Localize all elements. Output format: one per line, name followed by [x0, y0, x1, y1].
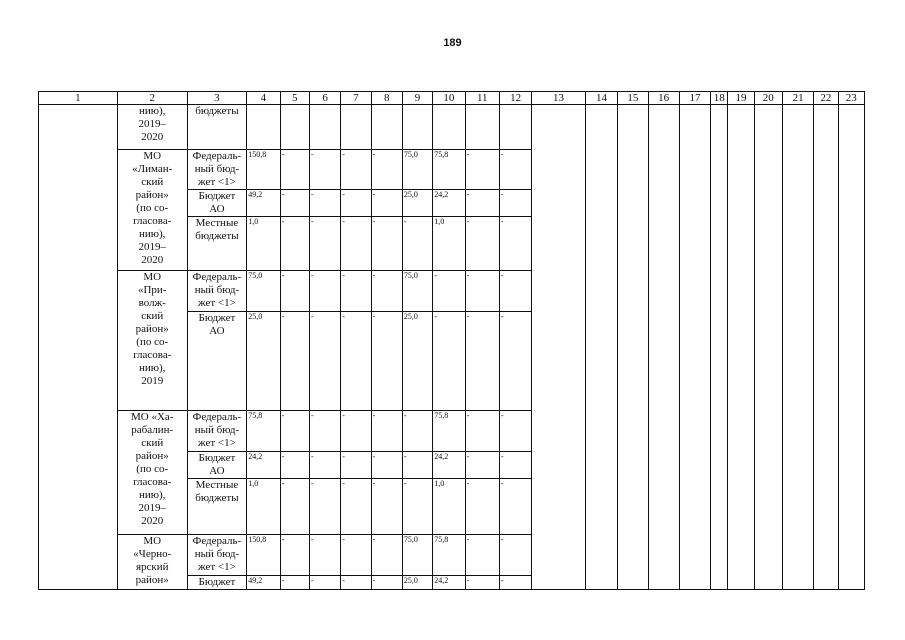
value-cell: -: [280, 190, 309, 217]
funding-source-cell: Бюджет АО: [187, 452, 247, 479]
value-cell: -: [433, 271, 465, 312]
value-cell: [247, 105, 280, 150]
empty-column-cell: [618, 105, 648, 590]
municipality-cell: МО «Лиман- ский район» (по со- гласова- нию), 2019– 2020: [117, 150, 187, 271]
value-cell: 1,0: [247, 217, 280, 271]
value-cell: -: [499, 576, 531, 590]
value-cell: -: [309, 312, 340, 411]
value-cell: -: [371, 576, 402, 590]
column-header: 21: [782, 92, 813, 105]
column-header: 8: [371, 92, 402, 105]
empty-column-cell: [782, 105, 813, 590]
value-cell: -: [341, 150, 371, 190]
value-cell: 150,8: [247, 150, 280, 190]
value-cell: -: [280, 150, 309, 190]
value-cell: -: [309, 271, 340, 312]
value-cell: 25,0: [402, 576, 432, 590]
column-header: 13: [532, 92, 586, 105]
municipality-cell: МО «Ха- рабалин- ский район» (по со- гласова- нию), 2019– 2020: [117, 411, 187, 535]
value-cell: -: [309, 150, 340, 190]
value-cell: -: [499, 190, 531, 217]
value-cell: -: [402, 411, 432, 452]
value-cell: [309, 105, 340, 150]
value-cell: 25,0: [402, 190, 432, 217]
value-cell: 75,8: [247, 411, 280, 452]
value-cell: -: [499, 411, 531, 452]
value-cell: -: [371, 217, 402, 271]
value-cell: 24,2: [247, 452, 280, 479]
column-header: 18: [711, 92, 728, 105]
value-cell: [341, 105, 371, 150]
column-header: 6: [309, 92, 340, 105]
value-cell: -: [499, 479, 531, 535]
empty-column-cell: [679, 105, 710, 590]
value-cell: -: [402, 479, 432, 535]
value-cell: -: [371, 411, 402, 452]
value-cell: 1,0: [433, 479, 465, 535]
value-cell: -: [280, 312, 309, 411]
column-header: 1: [39, 92, 118, 105]
table-row: [39, 105, 865, 150]
value-cell: 75,0: [402, 271, 432, 312]
funding-source-cell: Местные бюджеты: [187, 479, 247, 535]
value-cell: -: [465, 411, 499, 452]
value-cell: -: [371, 190, 402, 217]
column-header: 16: [648, 92, 679, 105]
value-cell: -: [341, 271, 371, 312]
value-cell: 75,8: [433, 535, 465, 576]
empty-column-cell: [838, 105, 865, 590]
value-cell: -: [465, 217, 499, 271]
column-header: 23: [838, 92, 865, 105]
municipality-cell: МО «При- волж- ский район» (по со- гласова- нию), 2019: [117, 271, 187, 411]
value-cell: -: [465, 190, 499, 217]
column-header: 14: [585, 92, 617, 105]
value-cell: [433, 105, 465, 150]
value-cell: -: [465, 271, 499, 312]
funding-source-cell: Бюджет АО: [187, 312, 247, 411]
column-header: 17: [679, 92, 710, 105]
value-cell: [280, 105, 309, 150]
column-header: 4: [247, 92, 280, 105]
column-header: 2: [117, 92, 187, 105]
funding-source-cell: Федераль- ный бюд- жет <1>: [187, 150, 247, 190]
value-cell: [371, 105, 402, 150]
value-cell: 1,0: [433, 217, 465, 271]
value-cell: -: [402, 452, 432, 479]
value-cell: -: [280, 535, 309, 576]
value-cell: -: [280, 452, 309, 479]
value-cell: 75,8: [433, 150, 465, 190]
empty-column-cell: [754, 105, 782, 590]
value-cell: 75,0: [402, 535, 432, 576]
empty-column-cell: [648, 105, 679, 590]
value-cell: -: [341, 190, 371, 217]
funding-source-cell: Федераль- ный бюд- жет <1>: [187, 411, 247, 452]
empty-column-cell: [728, 105, 754, 590]
funding-source-cell: Бюджет: [187, 576, 247, 590]
value-cell: -: [371, 479, 402, 535]
municipality-cell: нию), 2019– 2020: [117, 105, 187, 150]
value-cell: -: [499, 452, 531, 479]
column-header: 10: [433, 92, 465, 105]
value-cell: -: [371, 535, 402, 576]
value-cell: -: [465, 576, 499, 590]
value-cell: -: [499, 217, 531, 271]
column-header: 19: [728, 92, 754, 105]
page-number: 189: [443, 37, 462, 49]
empty-column-cell: [532, 105, 586, 590]
column-header: 22: [814, 92, 838, 105]
value-cell: -: [371, 312, 402, 411]
value-cell: -: [341, 452, 371, 479]
value-cell: 24,2: [433, 576, 465, 590]
funding-source-cell: Федераль- ный бюд- жет <1>: [187, 535, 247, 576]
empty-column-cell: [814, 105, 838, 590]
value-cell: -: [280, 479, 309, 535]
column-header: 12: [499, 92, 531, 105]
value-cell: -: [309, 217, 340, 271]
column-1-cell: [39, 105, 118, 590]
column-header: 7: [341, 92, 371, 105]
value-cell: -: [309, 535, 340, 576]
budget-table: [38, 91, 865, 590]
column-header: 11: [465, 92, 499, 105]
value-cell: -: [341, 217, 371, 271]
value-cell: -: [309, 479, 340, 535]
value-cell: 24,2: [433, 190, 465, 217]
funding-source-cell: Федераль- ный бюд- жет <1>: [187, 271, 247, 312]
value-cell: -: [465, 150, 499, 190]
value-cell: -: [465, 479, 499, 535]
value-cell: 25,0: [402, 312, 432, 411]
value-cell: -: [465, 452, 499, 479]
value-cell: 24,2: [433, 452, 465, 479]
value-cell: 49,2: [247, 576, 280, 590]
value-cell: -: [341, 312, 371, 411]
value-cell: 75,8: [433, 411, 465, 452]
value-cell: -: [499, 535, 531, 576]
value-cell: -: [280, 217, 309, 271]
header-row: [39, 92, 865, 105]
empty-column-cell: [711, 105, 728, 590]
value-cell: -: [280, 576, 309, 590]
column-header: 3: [187, 92, 247, 105]
value-cell: -: [371, 150, 402, 190]
value-cell: -: [309, 452, 340, 479]
value-cell: -: [280, 411, 309, 452]
value-cell: [499, 105, 531, 150]
value-cell: [402, 105, 432, 150]
funding-source-cell: Бюджет АО: [187, 190, 247, 217]
funding-source-cell: Местные бюджеты: [187, 217, 247, 271]
column-header: 5: [280, 92, 309, 105]
value-cell: 75,0: [247, 271, 280, 312]
value-cell: -: [341, 411, 371, 452]
value-cell: -: [341, 479, 371, 535]
value-cell: -: [341, 576, 371, 590]
value-cell: 150,8: [247, 535, 280, 576]
value-cell: -: [465, 312, 499, 411]
value-cell: 25,0: [247, 312, 280, 411]
table-body: [39, 105, 865, 590]
value-cell: -: [309, 190, 340, 217]
value-cell: -: [402, 217, 432, 271]
value-cell: -: [499, 271, 531, 312]
value-cell: 75,0: [402, 150, 432, 190]
value-cell: -: [499, 312, 531, 411]
value-cell: -: [309, 576, 340, 590]
value-cell: [465, 105, 499, 150]
value-cell: -: [280, 271, 309, 312]
value-cell: 49,2: [247, 190, 280, 217]
column-header: 20: [754, 92, 782, 105]
value-cell: -: [309, 411, 340, 452]
column-header: 15: [618, 92, 648, 105]
value-cell: -: [341, 535, 371, 576]
funding-source-cell: бюджеты: [187, 105, 247, 150]
value-cell: -: [433, 312, 465, 411]
empty-column-cell: [585, 105, 617, 590]
municipality-cell: МО «Черно- ярский район»: [117, 535, 187, 590]
value-cell: -: [371, 452, 402, 479]
value-cell: -: [499, 150, 531, 190]
value-cell: -: [371, 271, 402, 312]
value-cell: 1,0: [247, 479, 280, 535]
column-header: 9: [402, 92, 432, 105]
value-cell: -: [465, 535, 499, 576]
